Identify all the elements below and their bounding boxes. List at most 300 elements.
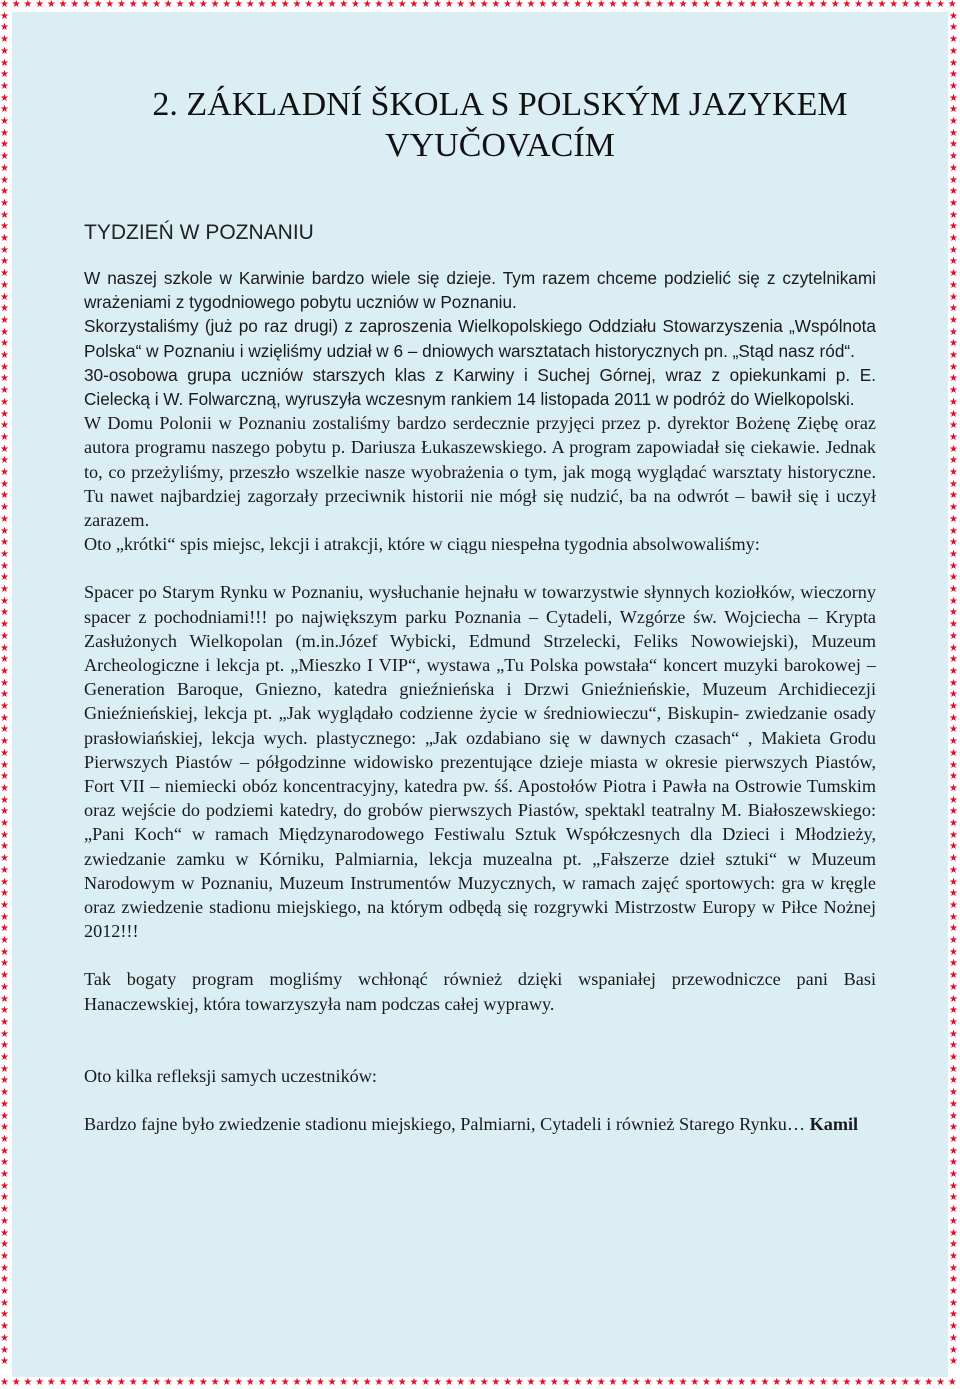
star-border-icon: ★ bbox=[46, 0, 56, 10]
star-border-icon: ★ bbox=[949, 1075, 958, 1087]
star-border-icon: ★ bbox=[949, 829, 958, 841]
star-border-icon: ★ bbox=[187, 0, 197, 10]
star-border-icon: ★ bbox=[0, 1075, 9, 1087]
star-border-icon: ★ bbox=[772, 0, 782, 10]
star-border-icon: ★ bbox=[0, 794, 9, 806]
star-border-icon: ★ bbox=[245, 0, 255, 10]
star-border-icon: ★ bbox=[949, 1321, 958, 1333]
star-border-icon: ★ bbox=[0, 1250, 9, 1262]
star-border-icon: ★ bbox=[538, 1377, 548, 1388]
star-border-icon: ★ bbox=[949, 291, 958, 303]
star-border-icon: ★ bbox=[949, 69, 958, 81]
star-border-icon: ★ bbox=[949, 864, 958, 876]
star-border-icon: ★ bbox=[795, 0, 805, 10]
star-border-icon: ★ bbox=[421, 0, 431, 10]
star-border-icon: ★ bbox=[949, 1180, 958, 1192]
star-border-icon: ★ bbox=[58, 0, 68, 10]
star-border-icon: ★ bbox=[0, 782, 9, 794]
star-border-icon: ★ bbox=[631, 1377, 641, 1388]
star-border-icon: ★ bbox=[725, 1377, 735, 1388]
star-border-icon: ★ bbox=[0, 408, 9, 420]
star-border-icon: ★ bbox=[936, 1377, 945, 1388]
star-border-icon: ★ bbox=[0, 1028, 9, 1040]
paragraph-workshop: Skorzystaliśmy (już po raz drugi) z zaproszenia Wielkopolskiego Oddziału Stowarzyszenia „Wspólnota Polska“ w Poznaniu i wzięliśmy udział w 6 – dniowych warsztatach historycznych pn. „Stąd nasz ród“. bbox=[84, 316, 876, 361]
star-border-icon: ★ bbox=[210, 1377, 220, 1388]
star-border-icon: ★ bbox=[949, 139, 958, 151]
star-border-icon: ★ bbox=[666, 1377, 676, 1388]
star-border-icon: ★ bbox=[0, 853, 9, 865]
star-border-icon: ★ bbox=[0, 373, 9, 385]
star-border-icon: ★ bbox=[444, 0, 454, 10]
star-border-icon: ★ bbox=[70, 0, 80, 10]
star-border-icon: ★ bbox=[949, 57, 958, 69]
star-border-icon: ★ bbox=[949, 1297, 958, 1309]
star-border-icon: ★ bbox=[421, 1377, 431, 1388]
star-border-icon: ★ bbox=[409, 0, 419, 10]
star-border-icon: ★ bbox=[503, 0, 513, 10]
star-border-icon: ★ bbox=[409, 1377, 419, 1388]
star-border-icon: ★ bbox=[949, 876, 958, 888]
star-border-icon: ★ bbox=[949, 233, 958, 244]
star-border-icon: ★ bbox=[0, 431, 9, 443]
star-border-icon: ★ bbox=[949, 244, 958, 256]
star-border-icon: ★ bbox=[187, 1377, 197, 1388]
paragraph-welcome: W Domu Polonii w Poznaniu zostaliśmy bardzo serdecznie przyjęci przez p. dyrektor Bożenę Ziębę oraz autora programu naszego pobytu p. Dariusza Łukaszewskiego. A program zapowiadał się ciekawie. Jednak to, co przeżyliśmy, przeszło wszelkie nasze wyobrażenia o tym, jak mogą wyglądać warsztaty historyczne. Tu nawet najbardziej zagorzały przeciwnik historii nie mógł się nudzić, ba na odwrót – bawił się i uczył zarazem. bbox=[84, 413, 876, 531]
star-border-icon: ★ bbox=[0, 1110, 9, 1122]
star-border-icon: ★ bbox=[280, 1377, 290, 1388]
star-border-icon: ★ bbox=[949, 1063, 958, 1075]
star-border-icon: ★ bbox=[0, 502, 9, 514]
star-border-icon: ★ bbox=[234, 1377, 243, 1388]
star-border-icon: ★ bbox=[596, 0, 606, 10]
star-border-icon: ★ bbox=[854, 0, 864, 10]
star-border-icon: ★ bbox=[643, 1377, 653, 1388]
star-border-icon: ★ bbox=[0, 806, 9, 818]
star-border-icon: ★ bbox=[949, 174, 958, 186]
star-border-icon: ★ bbox=[949, 782, 958, 794]
star-border-icon: ★ bbox=[0, 1262, 9, 1274]
star-border-icon: ★ bbox=[949, 455, 958, 467]
star-border-icon: ★ bbox=[889, 0, 899, 10]
star-border-icon: ★ bbox=[81, 0, 91, 10]
star-border-icon: ★ bbox=[526, 0, 536, 10]
star-border-icon: ★ bbox=[0, 1215, 9, 1227]
star-border-icon: ★ bbox=[949, 303, 958, 315]
star-border-icon: ★ bbox=[152, 0, 162, 10]
star-border-icon: ★ bbox=[949, 724, 958, 736]
star-border-icon: ★ bbox=[514, 0, 524, 10]
star-border-icon: ★ bbox=[0, 677, 9, 689]
star-border-icon: ★ bbox=[0, 981, 9, 993]
star-border-icon: ★ bbox=[0, 268, 9, 280]
star-border-icon: ★ bbox=[269, 0, 279, 10]
star-border-icon: ★ bbox=[0, 689, 9, 701]
star-border-icon: ★ bbox=[0, 34, 9, 46]
paragraph-program: Spacer po Starym Rynku w Poznaniu, wysłuchanie hejnału w towarzystwie słynnych koziołków, wieczorny spacer z pochodniami!!! po największym parku Poznania – Cytadeli, Wzgórze św. Wojciecha – Krypta Zasłużonych Wielkopolan (m.in.Józef Wybicki, Edmund Strzelecki, Feliks Nowowiejski), Muzeum Archeologiczne i lekcja pt. „Mieszko I VIP“, wystawa „Tu Polska powstała“ koncert muzyki barokowej – Generation Baroque, Gniezno, katedra gnieźnieńska i Drzwi Gnieźnieńskie, Muzeum Archidiecezji Gnieźnieńskiej, lekcja pt. „Jak wyglądało codzienne życie w średniowieczu“, Biskupin- zwiedzanie osady prasłowiańskiej, lekcja wych. plastycznego: „Jak ozdabiano się w dawnych czasach“ , Makieta Grodu Pierwszych Piastów – półgodzinne widowisko prezentujące dzieje miasta w okresie pierwszych Piastów, Fort VII – niemiecki obóz koncentracyjny, katedra pw. śś. Apostołów Piotra i Pawła na Ostrowie Tumskim oraz wejście do podziemi katedry, do grobów pierwszych Piastów, spektakl teatralny M. Białoszewskiego: „Pani Koch“ w ramach Międzynarodowego Festiwalu Sztuk Współczesnych dla Dzieci i Młodzieży, zwiedzanie zamku w Kórniku, Palmiarnia, lekcja muzealna pt. „Fałszerze dzieł sztuki“ w Muzeum Narodowym w Poznaniu, Muzeum Instrumentów Muzycznych, w ramach zajęć sportowych: gra w kręgle oraz zwiedzenie stadionu miejskiego, na którym odbędą się rozgrywki Mistrzostw Europy w Piłce Nożnej 2012!!! bbox=[84, 582, 876, 942]
star-border-icon: ★ bbox=[655, 0, 665, 10]
star-border-icon: ★ bbox=[949, 1274, 958, 1286]
star-border-icon: ★ bbox=[81, 1377, 91, 1388]
star-border-icon: ★ bbox=[949, 677, 958, 689]
star-border-icon: ★ bbox=[949, 338, 958, 350]
star-border-icon: ★ bbox=[725, 0, 735, 10]
star-border-icon: ★ bbox=[479, 0, 489, 10]
star-border-icon: ★ bbox=[0, 80, 9, 92]
star-border-icon: ★ bbox=[11, 1377, 21, 1388]
star-border-icon: ★ bbox=[0, 186, 9, 198]
star-border-icon: ★ bbox=[949, 981, 958, 993]
star-border-icon: ★ bbox=[949, 197, 958, 209]
star-border-icon: ★ bbox=[386, 1377, 396, 1388]
star-border-icon: ★ bbox=[678, 0, 688, 10]
star-border-icon: ★ bbox=[0, 350, 9, 361]
star-border-icon: ★ bbox=[0, 560, 9, 572]
star-border-icon: ★ bbox=[491, 1377, 501, 1388]
star-border-icon: ★ bbox=[0, 279, 9, 291]
star-border-icon: ★ bbox=[912, 1377, 922, 1388]
star-border-icon: ★ bbox=[585, 1377, 594, 1388]
star-border-icon: ★ bbox=[949, 268, 958, 280]
star-border-icon: ★ bbox=[949, 361, 958, 373]
star-border-icon: ★ bbox=[936, 0, 945, 10]
star-border-icon: ★ bbox=[949, 420, 958, 432]
star-border-icon: ★ bbox=[949, 841, 958, 853]
star-border-icon: ★ bbox=[0, 209, 9, 221]
star-border-icon: ★ bbox=[949, 1098, 958, 1110]
star-border-icon: ★ bbox=[783, 0, 793, 10]
star-border-icon: ★ bbox=[0, 818, 9, 829]
star-border-icon: ★ bbox=[877, 1377, 887, 1388]
star-border-icon: ★ bbox=[0, 10, 9, 22]
star-border-icon: ★ bbox=[949, 1250, 958, 1262]
star-border-icon: ★ bbox=[949, 619, 958, 631]
star-border-icon: ★ bbox=[0, 1157, 9, 1169]
star-border-icon: ★ bbox=[117, 0, 126, 10]
star-border-icon: ★ bbox=[949, 1005, 958, 1017]
article-subtitle: TYDZIEŃ W POZNANIU bbox=[84, 221, 314, 244]
star-border-icon: ★ bbox=[807, 0, 817, 10]
star-border-icon: ★ bbox=[0, 665, 9, 677]
star-border-icon: ★ bbox=[608, 0, 618, 10]
star-border-icon: ★ bbox=[0, 303, 9, 315]
star-border-icon: ★ bbox=[117, 1377, 126, 1388]
star-border-icon: ★ bbox=[949, 1145, 958, 1157]
star-border-icon: ★ bbox=[949, 572, 958, 584]
star-border-icon: ★ bbox=[949, 654, 958, 666]
star-border-icon: ★ bbox=[339, 0, 349, 10]
star-border-icon: ★ bbox=[949, 595, 958, 607]
star-border-icon: ★ bbox=[760, 1377, 770, 1388]
star-border-icon: ★ bbox=[949, 935, 958, 946]
star-border-icon: ★ bbox=[949, 630, 958, 642]
star-border-icon: ★ bbox=[0, 221, 9, 233]
star-border-icon: ★ bbox=[949, 584, 958, 595]
star-border-icon: ★ bbox=[0, 1005, 9, 1017]
star-border-icon: ★ bbox=[0, 759, 9, 771]
star-border-icon: ★ bbox=[949, 1052, 958, 1063]
star-border-icon: ★ bbox=[949, 513, 958, 525]
star-border-icon: ★ bbox=[655, 1377, 665, 1388]
star-border-icon: ★ bbox=[690, 0, 700, 10]
star-border-icon: ★ bbox=[0, 22, 9, 34]
star-border-icon: ★ bbox=[468, 1377, 477, 1388]
star-border-icon: ★ bbox=[35, 1377, 45, 1388]
star-border-icon: ★ bbox=[842, 1377, 852, 1388]
reflection-text: Bardzo fajne było zwiedzenie stadionu miejskiego, Palmiarni, Cytadeli i również Starego Rynku… bbox=[84, 1114, 810, 1135]
paragraph-list-intro: Oto „krótki“ spis miejsc, lekcji i atrakcji, które w ciągu niespełna tygodnia absolwowaliśmy: bbox=[84, 534, 760, 555]
star-border-icon: ★ bbox=[949, 1133, 958, 1145]
star-border-icon: ★ bbox=[666, 0, 676, 10]
star-border-icon: ★ bbox=[222, 1377, 232, 1388]
star-border-icon: ★ bbox=[949, 385, 958, 397]
star-border-icon: ★ bbox=[374, 1377, 384, 1388]
star-border-icon: ★ bbox=[949, 771, 958, 783]
star-border-icon: ★ bbox=[468, 0, 477, 10]
star-border-icon: ★ bbox=[949, 326, 958, 338]
star-border-icon: ★ bbox=[538, 0, 548, 10]
spacer bbox=[84, 556, 876, 580]
star-border-icon: ★ bbox=[175, 0, 185, 10]
star-border-icon: ★ bbox=[0, 1016, 9, 1028]
star-border-icon: ★ bbox=[949, 853, 958, 865]
star-border-icon: ★ bbox=[0, 1344, 9, 1356]
star-border-icon: ★ bbox=[0, 1192, 9, 1204]
star-border-icon: ★ bbox=[315, 0, 325, 10]
star-border-icon: ★ bbox=[949, 408, 958, 420]
star-border-icon: ★ bbox=[949, 443, 958, 455]
star-border-icon: ★ bbox=[877, 0, 887, 10]
star-border-icon: ★ bbox=[949, 911, 958, 923]
star-border-icon: ★ bbox=[0, 0, 9, 10]
star-border-icon: ★ bbox=[0, 45, 9, 57]
star-border-icon: ★ bbox=[0, 876, 9, 888]
star-border-icon: ★ bbox=[949, 279, 958, 291]
star-border-icon: ★ bbox=[949, 350, 958, 361]
star-border-icon: ★ bbox=[949, 1122, 958, 1134]
star-border-icon: ★ bbox=[0, 1098, 9, 1110]
star-border-icon: ★ bbox=[854, 1377, 864, 1388]
star-border-icon: ★ bbox=[573, 0, 583, 10]
star-border-icon: ★ bbox=[949, 1286, 958, 1297]
star-border-icon: ★ bbox=[949, 794, 958, 806]
star-border-icon: ★ bbox=[479, 1377, 489, 1388]
star-border-icon: ★ bbox=[0, 396, 9, 408]
star-border-icon: ★ bbox=[949, 104, 958, 116]
star-border-icon: ★ bbox=[0, 607, 9, 619]
star-border-icon: ★ bbox=[0, 1204, 9, 1216]
star-border-icon: ★ bbox=[0, 1169, 9, 1180]
star-border-icon: ★ bbox=[0, 724, 9, 736]
star-border-icon: ★ bbox=[105, 1377, 115, 1388]
star-border-icon: ★ bbox=[0, 338, 9, 350]
star-border-icon: ★ bbox=[0, 1052, 9, 1063]
star-border-icon: ★ bbox=[0, 1239, 9, 1251]
star-border-icon: ★ bbox=[924, 1377, 934, 1388]
star-border-icon: ★ bbox=[456, 1377, 466, 1388]
star-border-icon: ★ bbox=[949, 818, 958, 829]
star-border-icon: ★ bbox=[949, 1157, 958, 1169]
star-border-icon: ★ bbox=[949, 548, 958, 560]
star-border-icon: ★ bbox=[362, 1377, 372, 1388]
star-border-icon: ★ bbox=[140, 1377, 150, 1388]
star-border-icon: ★ bbox=[0, 69, 9, 81]
star-border-icon: ★ bbox=[772, 1377, 782, 1388]
star-border-icon: ★ bbox=[386, 0, 396, 10]
star-border-icon: ★ bbox=[70, 1377, 80, 1388]
star-border-icon: ★ bbox=[0, 139, 9, 151]
star-border-icon: ★ bbox=[573, 1377, 583, 1388]
star-border-icon: ★ bbox=[0, 490, 9, 502]
star-border-icon: ★ bbox=[949, 1192, 958, 1204]
star-border-icon: ★ bbox=[949, 525, 958, 537]
star-border-icon: ★ bbox=[949, 34, 958, 46]
star-border-icon: ★ bbox=[93, 1377, 103, 1388]
star-border-icon: ★ bbox=[35, 0, 45, 10]
star-border-icon: ★ bbox=[949, 127, 958, 139]
star-border-icon: ★ bbox=[949, 993, 958, 1005]
star-border-icon: ★ bbox=[0, 57, 9, 69]
star-border-icon: ★ bbox=[0, 478, 9, 490]
star-border-icon: ★ bbox=[432, 0, 442, 10]
star-border-icon: ★ bbox=[949, 431, 958, 443]
star-border-icon: ★ bbox=[0, 923, 9, 935]
star-border-icon: ★ bbox=[949, 701, 958, 712]
star-border-icon: ★ bbox=[0, 162, 9, 174]
star-border-icon: ★ bbox=[819, 1377, 828, 1388]
star-border-icon: ★ bbox=[924, 0, 934, 10]
star-border-icon: ★ bbox=[0, 1063, 9, 1075]
star-border-icon: ★ bbox=[0, 1145, 9, 1157]
star-border-icon: ★ bbox=[0, 1122, 9, 1134]
star-border-icon: ★ bbox=[949, 1262, 958, 1274]
star-border-icon: ★ bbox=[0, 1297, 9, 1309]
star-border-icon: ★ bbox=[949, 10, 958, 22]
paragraph-reflections-intro: Oto kilka refleksji samych uczestników: bbox=[84, 1065, 377, 1086]
star-border-icon: ★ bbox=[949, 186, 958, 198]
star-border-icon: ★ bbox=[105, 0, 115, 10]
star-border-icon: ★ bbox=[949, 1356, 958, 1368]
paragraph-guide: Tak bogaty program mogliśmy wchłonąć również dzięki wspaniałej przewodniczce pani Basi Hanaczewskiej, która towarzyszyła nam podczas całej wyprawy. bbox=[84, 969, 876, 1014]
paragraph-intro: W naszej szkole w Karwinie bardzo wiele się dzieje. Tym razem chceme podzielić się z czytelnikami wrażeniami z tygodniowego pobytu uczniów w Poznaniu. bbox=[84, 268, 876, 313]
star-border-icon: ★ bbox=[0, 970, 9, 982]
star-border-icon: ★ bbox=[163, 1377, 173, 1388]
star-border-icon: ★ bbox=[0, 712, 9, 724]
star-border-icon: ★ bbox=[0, 1180, 9, 1192]
star-border-icon: ★ bbox=[0, 642, 9, 654]
star-border-icon: ★ bbox=[702, 0, 711, 10]
star-border-icon: ★ bbox=[889, 1377, 899, 1388]
star-border-icon: ★ bbox=[0, 127, 9, 139]
star-border-icon: ★ bbox=[608, 1377, 618, 1388]
spacer bbox=[84, 943, 876, 967]
star-border-icon: ★ bbox=[339, 1377, 349, 1388]
star-border-icon: ★ bbox=[234, 0, 243, 10]
star-border-icon: ★ bbox=[0, 1040, 9, 1052]
star-border-icon: ★ bbox=[949, 1309, 958, 1321]
star-border-icon: ★ bbox=[0, 291, 9, 303]
star-border-icon: ★ bbox=[491, 0, 501, 10]
star-border-icon: ★ bbox=[0, 654, 9, 666]
star-border-icon: ★ bbox=[351, 0, 360, 10]
star-border-icon: ★ bbox=[0, 1321, 9, 1333]
star-border-icon: ★ bbox=[949, 923, 958, 935]
star-border-icon: ★ bbox=[949, 712, 958, 724]
star-border-icon: ★ bbox=[690, 1377, 700, 1388]
star-border-icon: ★ bbox=[0, 244, 9, 256]
star-border-icon: ★ bbox=[292, 0, 302, 10]
page bbox=[12, 12, 948, 1377]
star-border-icon: ★ bbox=[949, 80, 958, 92]
star-border-icon: ★ bbox=[807, 1377, 817, 1388]
star-border-icon: ★ bbox=[949, 373, 958, 385]
star-border-icon: ★ bbox=[210, 0, 220, 10]
star-border-icon: ★ bbox=[257, 1377, 267, 1388]
star-border-icon: ★ bbox=[0, 104, 9, 116]
star-border-icon: ★ bbox=[760, 0, 770, 10]
star-border-icon: ★ bbox=[949, 747, 958, 759]
star-border-icon: ★ bbox=[456, 0, 466, 10]
star-border-icon: ★ bbox=[0, 701, 9, 712]
star-border-icon: ★ bbox=[0, 619, 9, 631]
star-border-icon: ★ bbox=[0, 864, 9, 876]
star-border-icon: ★ bbox=[0, 1227, 9, 1239]
star-border-icon: ★ bbox=[128, 0, 138, 10]
star-border-icon: ★ bbox=[949, 537, 958, 549]
star-border-icon: ★ bbox=[128, 1377, 138, 1388]
page-title: 2. ZÁKLADNÍ ŠKOLA S POLSKÝM JAZYKEM VYUČOVACÍM bbox=[152, 86, 848, 164]
star-border-icon: ★ bbox=[0, 572, 9, 584]
star-border-icon: ★ bbox=[830, 1377, 840, 1388]
star-border-icon: ★ bbox=[748, 0, 758, 10]
star-border-icon: ★ bbox=[949, 116, 958, 127]
star-border-icon: ★ bbox=[713, 0, 723, 10]
star-border-icon: ★ bbox=[0, 1356, 9, 1368]
star-border-icon: ★ bbox=[23, 1377, 33, 1388]
star-border-icon: ★ bbox=[0, 151, 9, 163]
star-border-icon: ★ bbox=[0, 420, 9, 432]
star-border-icon: ★ bbox=[245, 1377, 255, 1388]
star-border-icon: ★ bbox=[0, 314, 9, 326]
star-border-icon: ★ bbox=[949, 396, 958, 408]
star-border-icon: ★ bbox=[549, 0, 559, 10]
star-border-icon: ★ bbox=[949, 45, 958, 57]
star-border-icon: ★ bbox=[0, 841, 9, 853]
star-border-icon: ★ bbox=[0, 747, 9, 759]
star-border-icon: ★ bbox=[0, 935, 9, 946]
star-border-icon: ★ bbox=[0, 361, 9, 373]
star-border-icon: ★ bbox=[0, 829, 9, 841]
star-border-icon: ★ bbox=[949, 22, 958, 34]
reflection-author: Kamil bbox=[809, 1114, 859, 1135]
star-border-icon: ★ bbox=[0, 1133, 9, 1145]
star-border-icon: ★ bbox=[0, 455, 9, 467]
star-border-icon: ★ bbox=[0, 1332, 9, 1344]
star-border-icon: ★ bbox=[949, 689, 958, 701]
star-border-icon: ★ bbox=[11, 0, 21, 10]
star-border-icon: ★ bbox=[304, 0, 314, 10]
star-border-icon: ★ bbox=[175, 1377, 185, 1388]
star-border-icon: ★ bbox=[163, 0, 173, 10]
star-border-icon: ★ bbox=[526, 1377, 536, 1388]
star-border-icon: ★ bbox=[949, 478, 958, 490]
star-border-icon: ★ bbox=[0, 771, 9, 783]
star-border-icon: ★ bbox=[949, 256, 958, 268]
star-border-icon: ★ bbox=[949, 946, 958, 958]
star-border-icon: ★ bbox=[949, 1332, 958, 1344]
star-border-icon: ★ bbox=[949, 607, 958, 619]
star-border-icon: ★ bbox=[949, 162, 958, 174]
star-border-icon: ★ bbox=[198, 0, 208, 10]
